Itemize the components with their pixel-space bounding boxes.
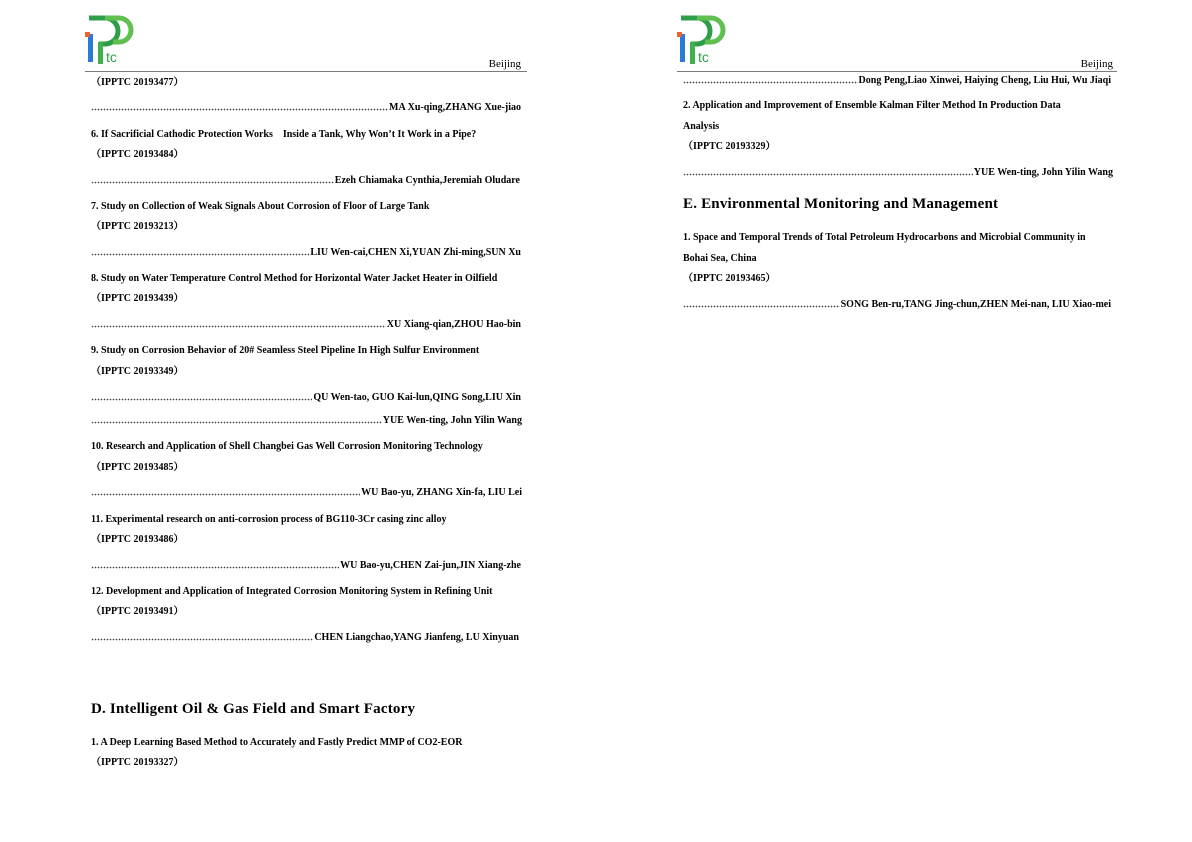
author-line: LIU Wen-cai,CHEN Xi,YUAN Zhi-ming,SUN Xu — [91, 246, 521, 259]
paper-title: 10. Research and Application of Shell Changbei Gas Well Corrosion Monitoring Technology — [91, 441, 483, 452]
header-rule — [677, 71, 1117, 72]
paper-id: （IPPTC 20193213） — [91, 221, 184, 232]
header-city: Beijing — [488, 58, 521, 70]
paper-id: （IPPTC 20193485） — [91, 462, 184, 473]
author-line: WU Bao-yu,CHEN Zai-jun,JIN Xiang-zhe — [91, 559, 521, 572]
author-line: QU Wen-tao, GUO Kai-lun,QING Song,LIU Xin — [91, 391, 521, 404]
paper-title-cont: Bohai Sea, China — [683, 253, 757, 264]
author-line: YUE Wen-ting, John Yilin Wang — [683, 166, 1113, 179]
paper-id: （IPPTC 20193484） — [91, 149, 184, 160]
paper-title: 1. Space and Temporal Trends of Total Petroleum Hydrocarbons and Microbial Community in — [683, 232, 1086, 243]
author-line: CHEN Liangchao,YANG Jianfeng, LU Xinyuan — [91, 631, 519, 644]
paper-id: （IPPTC 20193465） — [683, 273, 776, 284]
section-heading-e: E. Environmental Monitoring and Management — [683, 196, 999, 212]
author-line: Ezeh Chiamaka Cynthia,Jeremiah Oludare — [91, 174, 520, 187]
author-line: YUE Wen-ting, John Yilin Wang — [91, 414, 522, 427]
ipptc-logo-right — [677, 12, 727, 68]
author-line: XU Xiang-qian,ZHOU Hao-bin — [91, 318, 521, 331]
author-line: SONG Ben-ru,TANG Jing-chun,ZHEN Mei-nan, LIU Xiao-mei — [683, 298, 1111, 311]
paper-title: 9. Study on Corrosion Behavior of 20# Seamless Steel Pipeline In High Sulfur Environment — [91, 345, 480, 356]
paper-title: 1. A Deep Learning Based Method to Accurately and Fastly Predict MMP of CO2-EOR — [91, 737, 463, 748]
header-city: Beijing — [1080, 58, 1113, 70]
header-rule — [85, 71, 527, 72]
svg-text:tc: tc — [698, 49, 709, 65]
author-line: MA Xu-qing,ZHANG Xue-jiao — [91, 101, 521, 114]
paper-id: （IPPTC 20193439） — [91, 293, 184, 304]
paper-id: （IPPTC 20193327） — [91, 757, 184, 768]
paper-title: 12. Development and Application of Integrated Corrosion Monitoring System in Refining Unit — [91, 586, 493, 597]
section-heading-d: D. Intelligent Oil & Gas Field and Smart Factory — [91, 701, 416, 717]
svg-text:tc: tc — [106, 49, 117, 65]
paper-title-cont: Analysis — [683, 121, 720, 132]
author-line: WU Bao-yu, ZHANG Xin-fa, LIU Lei — [91, 486, 522, 499]
paper-title: 8. Study on Water Temperature Control Method for Horizontal Water Jacket Heater in Oilfield — [91, 273, 498, 284]
paper-title: 2. Application and Improvement of Ensemble Kalman Filter Method In Production Data — [683, 100, 1061, 111]
paper-id: （IPPTC 20193329） — [683, 141, 776, 152]
paper-id: （IPPTC 20193477） — [91, 77, 184, 88]
paper-title: 7. Study on Collection of Weak Signals About Corrosion of Floor of Large Tank — [91, 201, 430, 212]
paper-title: 11. Experimental research on anti-corrosion process of BG110-3Cr casing zinc alloy — [91, 514, 447, 525]
paper-id: （IPPTC 20193486） — [91, 534, 184, 545]
author-line: Dong Peng,Liao Xinwei, Haiying Cheng, Liu Hui, Wu Jiaqi — [683, 74, 1111, 87]
paper-id: （IPPTC 20193349） — [91, 366, 184, 377]
paper-id: （IPPTC 20193491） — [91, 606, 184, 617]
paper-title: 6. If Sacrificial Cathodic Protection Works Inside a Tank, Why Won’t It Work in a Pipe? — [91, 129, 477, 140]
ipptc-logo-left — [85, 12, 135, 68]
